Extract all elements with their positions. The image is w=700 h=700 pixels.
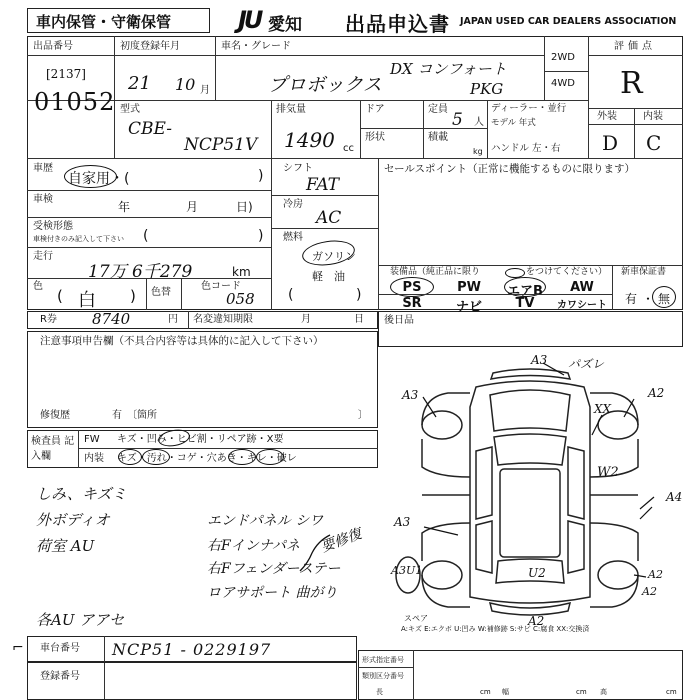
mark-lr-a3u1: A3U1 <box>391 564 423 577</box>
sales-point-label: セールスポイント（正常に機能するものに限ります） <box>384 163 636 175</box>
equipment-item-1-1: ナビ <box>455 300 482 315</box>
registration-label: 初度登録年月 <box>120 41 180 52</box>
model-package: PKG <box>470 80 504 98</box>
association-name: JAPAN USED CAR DEALERS ASSOCIATION <box>460 16 677 27</box>
dealer-handle-label: ハンドル 左・右 <box>491 143 561 154</box>
equipment-item-1-2: TV <box>515 296 535 311</box>
damage-legend: A:キズ E:エクボ U:凹み W:補修跡 S:サビ C:腐食 XX:交換済 <box>401 625 590 633</box>
guarantee-no: 無 <box>658 292 671 306</box>
note-2: 外ボディオ <box>36 511 110 529</box>
notes-label: 注意事項申告欄（不具合内容等は具体的に記入して下さい） <box>40 335 324 347</box>
capacity-label: 定員 <box>428 104 448 115</box>
history-close: ) <box>258 168 264 184</box>
inspection-label: 車検 <box>33 194 53 205</box>
spec-unit-1: cm <box>480 688 491 696</box>
rating-interior-label: 内装 <box>643 111 663 122</box>
capacity-unit: 人 <box>474 117 484 128</box>
drive-4wd: 4WD <box>551 78 575 89</box>
note-8: 要修復 <box>318 526 364 556</box>
mark-rear-u2: U2 <box>528 566 546 580</box>
color-close: ) <box>130 287 136 305</box>
transfer-label: 受検形態 <box>33 221 73 232</box>
color-value: 白 <box>78 290 96 311</box>
note-1: しみ、キズミ <box>36 485 127 503</box>
shift-label: シフト <box>283 163 313 174</box>
inspector-interior-label: 内装 <box>84 453 104 464</box>
equipment-item-0-3: AW <box>570 280 594 295</box>
guarantee-no-circle <box>652 286 676 308</box>
inspector-fw-label: FW <box>84 434 100 445</box>
repair-close: 〕 <box>358 410 368 421</box>
dealer-import-label: ディーラー・並行 <box>491 103 567 114</box>
fuel-close: ) <box>356 287 362 303</box>
margin-mark: ⌐ <box>12 640 24 656</box>
history-label: 車歴 <box>33 163 53 174</box>
guarantee-label: 新車保証書 <box>621 267 667 277</box>
transfer-close: ) <box>258 228 264 244</box>
fuel-gasoline: ガソリン <box>312 250 356 263</box>
color-open: ( <box>57 287 63 305</box>
type-label: 型式 <box>120 104 140 115</box>
guarantee-sep: ・ <box>642 292 655 306</box>
color-label: 色 <box>33 281 43 292</box>
mark-side-w2: W2 <box>597 465 619 480</box>
spec-row-3: 高 <box>600 688 607 696</box>
fuel-open: ( <box>288 287 294 303</box>
spec-line-2: 類別区分番号 <box>362 672 404 680</box>
equipment-item-1-3: カワシート <box>557 300 607 311</box>
inspector-interior-items: キズ・汚れ・コゲ・穴あき・キレ・破レ <box>117 453 297 464</box>
displacement-unit: cc <box>343 143 354 154</box>
aircon-label: 冷房 <box>283 199 303 210</box>
name-change-day: 日 <box>354 314 364 325</box>
equipment-divider <box>378 294 612 295</box>
note-4: エンドパネル シワ <box>207 513 324 529</box>
rating-exterior-label: 外装 <box>597 111 617 122</box>
doors-label: ドア <box>365 104 385 115</box>
shape-label: 形状 <box>365 132 385 143</box>
fuel-label: 燃料 <box>283 232 303 243</box>
rear-goods-label: 後日品 <box>384 315 414 326</box>
name-change-label: 名変違知期限 <box>193 314 253 325</box>
spec-row-1: 長 <box>376 688 383 696</box>
rating-interior: C <box>646 131 662 155</box>
note-6: 右Fフェンダーステー <box>207 561 341 577</box>
chassis-label: 車台番号 <box>40 643 80 654</box>
transfer-open: ( <box>143 228 149 244</box>
mark-bumper-a2: A2 <box>528 614 545 628</box>
history-circle <box>64 165 117 188</box>
aircon-value: AC <box>316 208 342 228</box>
shift-value: FAT <box>306 175 340 195</box>
registration-month-unit: 月 <box>200 85 210 96</box>
dealer-model-year-label: モデル 年式 <box>491 118 536 128</box>
logo-region: 愛知 <box>268 15 302 35</box>
registration-year: 21 <box>128 73 151 94</box>
name-change-month: 月 <box>301 314 311 325</box>
equipment-item-1-0: SR <box>402 296 422 311</box>
note-9: 各AU アアセ <box>36 611 125 629</box>
color-change-label: 色替 <box>151 287 171 298</box>
lot-number: 01052 <box>34 88 116 116</box>
mark-rr-a2: A2 <box>648 568 663 581</box>
spec-row-2: 幅 <box>502 688 509 696</box>
displacement-label: 排気量 <box>276 104 306 115</box>
car-damage-diagram <box>378 347 683 647</box>
type-model: NCP51V <box>184 135 258 155</box>
spec-box <box>358 650 683 700</box>
capacity-value: 5 <box>452 110 463 130</box>
model-name-label: 車名・グレード <box>221 41 291 52</box>
lot-code: [2137] <box>46 67 86 81</box>
spare-label: スペア <box>404 614 428 623</box>
recycle-unit: 円 <box>168 314 178 325</box>
inspector-fw-items: キズ・凹み・ヒビ割・リペア跡・X要 <box>117 434 284 445</box>
repair-label: 修復歴 <box>40 410 70 421</box>
load-unit: kg <box>473 147 483 156</box>
mark-lf-a3: A3 <box>402 388 419 402</box>
color-code-label: 色コード <box>201 281 241 292</box>
inspection-month-unit: 月 <box>186 200 199 214</box>
rear-goods-box <box>378 311 683 347</box>
int-circle-3 <box>228 449 256 465</box>
equipment-label: 装備品（純正品に限り <box>390 267 481 277</box>
load-label: 積載 <box>428 132 448 143</box>
displacement-value: 1490 <box>284 128 335 152</box>
equipment-item-0-2: エアB <box>507 284 543 299</box>
lot-label: 出品番号 <box>33 41 73 52</box>
mark-front-puzzle: パズレ <box>568 357 605 371</box>
rating-score: R <box>620 66 643 101</box>
spec-line-1: 形式指定番号 <box>362 656 404 664</box>
rating-exterior: D <box>602 131 619 155</box>
equipment-item-0-1: PW <box>457 280 481 295</box>
transfer-note: 車検付きのみ記入して下さい <box>33 235 124 243</box>
fuel-diesel: 軽 油 <box>312 270 345 283</box>
chassis-value: NCP51 - 0229197 <box>112 640 272 659</box>
model-name: プロボックス <box>268 74 382 96</box>
mileage-label: 走行 <box>33 251 53 262</box>
mark-left-a3: A3 <box>394 515 411 529</box>
registration-month: 10 <box>175 75 196 94</box>
mileage-unit: km <box>232 265 251 279</box>
note-3: 荷室 AU <box>36 537 95 555</box>
bracket-mark <box>298 533 332 573</box>
storage-title: 車内保管・守衛保管 <box>36 13 172 31</box>
spec-unit-2: cm <box>576 688 587 696</box>
int-circle-1 <box>118 449 142 465</box>
plate-label: 登録番号 <box>40 671 80 682</box>
inspector-label: 検査員 記入欄 <box>31 436 75 462</box>
equipment-label-circle: をつけてください） <box>526 267 608 277</box>
form-title: 出品申込書 <box>345 12 450 36</box>
spec-unit-3: cm <box>666 688 677 696</box>
guarantee-yes: 有 <box>625 292 638 306</box>
model-grade: DX コンフォート <box>390 60 507 78</box>
recycle-value: 8740 <box>92 310 131 328</box>
mark-rf-xx: XX <box>594 402 612 416</box>
drive-2wd: 2WD <box>551 52 575 63</box>
mileage-value: 17万 6千279 <box>88 262 193 282</box>
recycle-label: R券 <box>40 314 57 325</box>
rating-label: 評価点 <box>614 41 656 52</box>
mark-rf-a2: A2 <box>648 386 665 400</box>
type-prefix: CBE- <box>128 119 172 139</box>
color-code: 058 <box>226 290 255 308</box>
ju-logo: JU <box>238 6 261 34</box>
int-circle-2 <box>142 449 170 465</box>
mark-right-a4: A4 <box>666 490 683 504</box>
history-value: 自家用・( <box>68 171 130 187</box>
mark-front-a3: A3 <box>531 353 548 367</box>
equipment-item-0-0: PS <box>402 280 422 295</box>
int-circle-4 <box>256 449 284 465</box>
inspection-year-unit: 年 <box>118 200 131 214</box>
note-7: ロアサポート 曲がり <box>207 585 338 601</box>
mark-rr-a2b: A2 <box>642 585 657 598</box>
note-5: 右Fインナパネ <box>207 538 300 554</box>
inspection-day-unit: 日) <box>236 200 253 214</box>
repair-value: 有 〔箇所 <box>112 410 157 421</box>
